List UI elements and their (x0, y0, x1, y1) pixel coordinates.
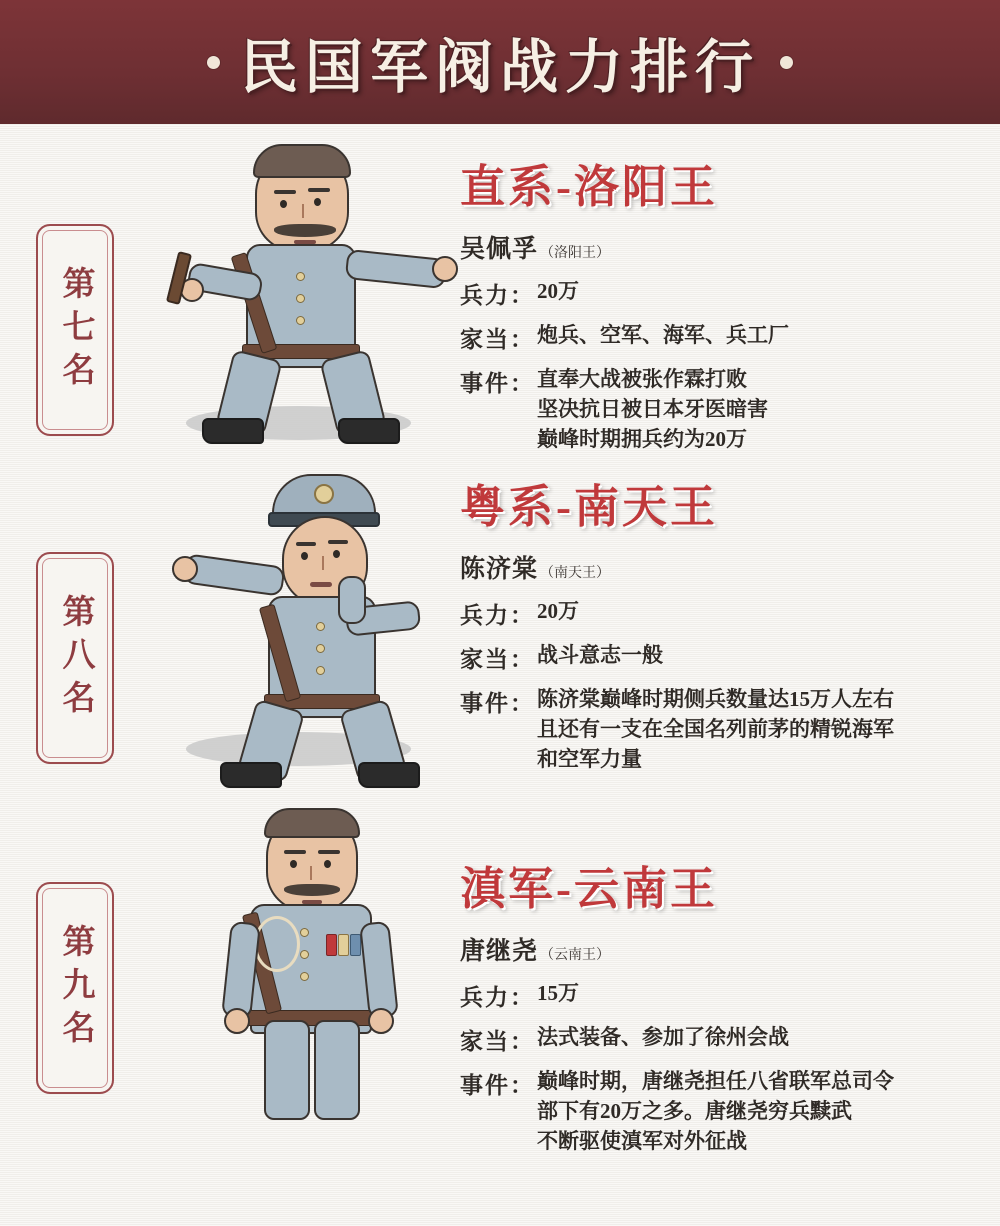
warlord-name: 陈济棠 (460, 556, 539, 583)
figure-medal-1 (326, 934, 337, 956)
field-events-label: 事件 (460, 691, 510, 716)
warlord-illustration (150, 132, 450, 462)
figure-eye-right (324, 860, 331, 868)
bullet-dot-icon-right (780, 56, 793, 69)
figure-mustache (284, 884, 340, 896)
figure-button-2 (296, 294, 305, 303)
figure-tang-jiyao (150, 804, 450, 1134)
field-assets-colon: ： (510, 1029, 533, 1054)
field-troops-colon: ： (510, 283, 533, 308)
figure-button-3 (296, 316, 305, 325)
field-troops-value: 20万 (537, 279, 579, 303)
field-assets (460, 641, 1000, 674)
figure-button-1 (296, 272, 305, 281)
field-troops-label: 兵力 (460, 283, 510, 308)
event-line: 坚决抗日被日本牙医暗害 (537, 396, 768, 421)
figure-button-2 (300, 950, 309, 959)
warlord-title: 滇军-云南王 (460, 864, 718, 914)
event-line: 巅峰时期拥兵约为20万 (537, 426, 747, 451)
figure-leg-left (264, 1020, 310, 1120)
figure-brow-right (308, 188, 330, 192)
field-assets-value: 战斗意志一般 (537, 643, 663, 667)
figure-brow-left (296, 542, 316, 546)
field-troops (460, 979, 1000, 1012)
field-events-value (537, 365, 768, 454)
rank-label: 第七名 (57, 265, 94, 395)
field-events (460, 1067, 1000, 1156)
figure-hand-left (224, 1008, 250, 1034)
figure-hand-right (432, 256, 458, 282)
figure-boot-left (220, 762, 282, 788)
rank-badge-wrap (0, 132, 150, 436)
field-events (460, 365, 1000, 454)
figure-aiguillette (254, 916, 300, 972)
rank-badge (36, 552, 114, 764)
warlord-title: 粤系-南天王 (460, 482, 718, 532)
figure-mouth (310, 582, 332, 587)
rank-label: 第九名 (57, 923, 94, 1053)
rank-badge (36, 882, 114, 1094)
figure-nose (302, 204, 304, 218)
poster-header (0, 0, 1000, 124)
field-assets-label: 家当 (460, 1029, 510, 1054)
rank-badge-wrap (0, 804, 150, 1094)
field-events-value (537, 685, 894, 774)
figure-eye-right (333, 550, 340, 558)
event-line: 巅峰时期，唐继尧担任八省联军总司令 (537, 1069, 894, 1093)
warlord-illustration (150, 804, 450, 1134)
field-events-colon: ： (510, 691, 533, 716)
field-assets-colon: ： (510, 647, 533, 672)
event-line: 部下有20万之多。唐继尧穷兵黩武 (537, 1098, 852, 1123)
figure-boot-left (202, 418, 264, 444)
figure-button-1 (300, 928, 309, 937)
rank-badge-wrap (0, 464, 150, 764)
figure-eye-right (314, 198, 321, 206)
figure-brow-right (328, 540, 348, 544)
field-assets-label: 家当 (460, 327, 510, 352)
field-assets (460, 1023, 1000, 1056)
rank-row (0, 456, 1000, 796)
figure-button-1 (316, 622, 325, 631)
figure-hand-right (368, 1008, 394, 1034)
field-assets-label: 家当 (460, 647, 510, 672)
figure-eye-left (301, 552, 308, 560)
warlord-alias: （洛阳王） (540, 246, 611, 261)
warlord-name-line (460, 549, 1000, 585)
figure-button-2 (316, 644, 325, 653)
field-assets-colon: ： (510, 327, 533, 352)
figure-hair (264, 808, 360, 838)
event-line: 不断驱使滇军对外征战 (537, 1128, 747, 1153)
warlord-info (450, 132, 1000, 465)
figure-button-3 (316, 666, 325, 675)
warlord-alias: （南天王） (540, 566, 611, 581)
figure-cap-badge-icon (314, 484, 334, 504)
warlord-name-line (460, 931, 1000, 967)
figure-brow-left (274, 190, 296, 194)
figure-chen-jitang (150, 464, 450, 794)
figure-nose (310, 866, 312, 880)
header-inner (207, 20, 793, 104)
rank-row (0, 796, 1000, 1153)
field-events-value (537, 1067, 894, 1156)
figure-button-3 (300, 972, 309, 981)
field-troops-value: 15万 (537, 981, 579, 1005)
rank-label: 第八名 (57, 593, 94, 723)
field-troops-value: 20万 (537, 599, 579, 623)
field-events-label: 事件 (460, 1073, 510, 1098)
figure-brow-left (284, 850, 306, 854)
warlord-title: 直系-洛阳王 (460, 162, 718, 212)
figure-hair (253, 144, 351, 178)
warlord-name: 唐继尧 (460, 938, 539, 965)
figure-hand-left (172, 556, 198, 582)
field-events-colon: ： (510, 371, 533, 396)
warlord-info (450, 804, 1000, 1167)
field-troops-label: 兵力 (460, 985, 510, 1010)
figure-leg-right (314, 1020, 360, 1120)
field-troops (460, 277, 1000, 310)
field-assets (460, 321, 1000, 354)
figure-arm-left (182, 553, 285, 597)
figure-mustache (274, 224, 336, 237)
field-assets-value: 法式装备、参加了徐州会战 (537, 1025, 789, 1049)
page-title: 民国军阀战力排行 (239, 35, 760, 100)
field-troops-label: 兵力 (460, 603, 510, 628)
figure-forearm-right (338, 576, 366, 624)
field-events-label: 事件 (460, 371, 510, 396)
warlord-illustration (150, 464, 450, 794)
figure-medal-3 (350, 934, 361, 956)
field-troops-colon: ： (510, 603, 533, 628)
event-line: 直奉大战被张作霖打败 (537, 367, 747, 391)
field-events-colon: ： (510, 1073, 533, 1098)
rank-row (0, 124, 1000, 456)
figure-wu-peifu (150, 132, 450, 462)
event-line: 陈济棠巅峰时期侧兵数量达15万人左右 (537, 687, 894, 711)
field-troops-colon: ： (510, 985, 533, 1010)
event-line: 且还有一支在全国名列前茅的精锐海军 (537, 716, 894, 741)
figure-boot-right (358, 762, 420, 788)
figure-boot-right (338, 418, 400, 444)
field-events (460, 685, 1000, 774)
field-assets-value: 炮兵、空军、海军、兵工厂 (537, 323, 789, 347)
bullet-dot-icon-left (207, 56, 220, 69)
warlord-info (450, 464, 1000, 785)
warlord-alias: （云南王） (540, 948, 611, 963)
warlord-name-line (460, 229, 1000, 265)
figure-medal-2 (338, 934, 349, 956)
event-line: 和空军力量 (537, 746, 642, 771)
figure-nose (322, 556, 324, 570)
figure-brow-right (318, 850, 340, 854)
rank-badge (36, 224, 114, 436)
figure-eye-left (280, 200, 287, 208)
figure-eye-left (290, 860, 297, 868)
warlord-name: 吴佩孚 (460, 236, 539, 263)
field-troops (460, 597, 1000, 630)
